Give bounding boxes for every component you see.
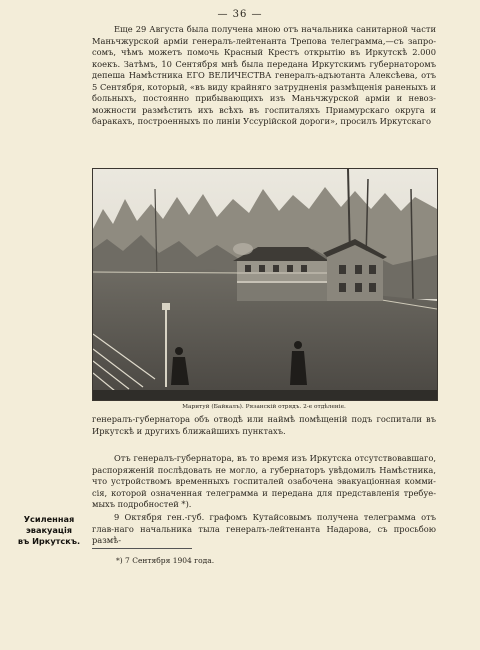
margin-note-line1: Усиленная эвакуація (23, 514, 75, 535)
paragraph-telegram-request: Еще 29 Августа была получена мною отъ начальника санитарной части Маньчжурской арміи генералъ-лейтенанта Трепова телеграмма,—съ запро-сомъ, чѣмъ можетъ помочь Красный Крестъ открытію въ Иркутскѣ 2.000 коекъ. Затѣмъ, 10 Сентября мнѣ была передана Иркутскимъ губернаторомъ депеша Намѣстника ЕГО ВЕЛИЧЕСТВА генералъ-адъютанта Алексѣева, отъ 5 Сентября, который, «въ виду крайняго затрудненія размѣщенія раненыхъ и больныхъ, постоянно прибывающихъ изъ Маньчжурской арміи и невоз-можности размѣстить ихъ всѣхъ въ госпиталяхъ Приамурскаго округа и баракахъ, построенныхъ по линіи Уссурійской дороги», просилъ Иркутскаго (92, 24, 436, 126)
paragraph-kutaisov-telegram: 9 Октября ген.-губ. графомъ Кутайсовымъ получена телеграмма отъ глав-наго начальника тыла генералъ-лейтенанта Надарова, съ просьбою размѣ- (92, 512, 436, 545)
footnote-divider (92, 548, 192, 549)
footnote: *) 7 Сентября 1904 года. (116, 556, 215, 565)
photo-illustration (93, 169, 437, 400)
page-number: — 36 — (217, 9, 263, 20)
paragraph-governor-general: генералъ-губернатора объ отводѣ или наймѣ помѣщеній подъ госпитали въ Иркутскѣ и другихъ ближайшихъ пунктахъ. (92, 414, 436, 436)
margin-note (4, 514, 94, 547)
photo-caption: Маритуй (Байкалъ). Рязанскій отрядъ. 2-е отдѣленіе. (182, 404, 346, 410)
photo-maritui-detachment (92, 168, 438, 401)
margin-note-line2: въ Иркутскъ. (17, 536, 81, 546)
paragraph-evacuation-commission: Отъ генералъ-губернатора, въ то время изъ Иркутска отсутствовавшаго, распоряженій послѣдовать не могло, а губернаторъ увѣдомилъ Намѣстника, что устройствомъ временныхъ госпиталей озабочена эвакуаціонная комми-сія, которой означенная телеграмма и передана для представленія требуе-мыхъ подробностей *). (92, 453, 436, 509)
